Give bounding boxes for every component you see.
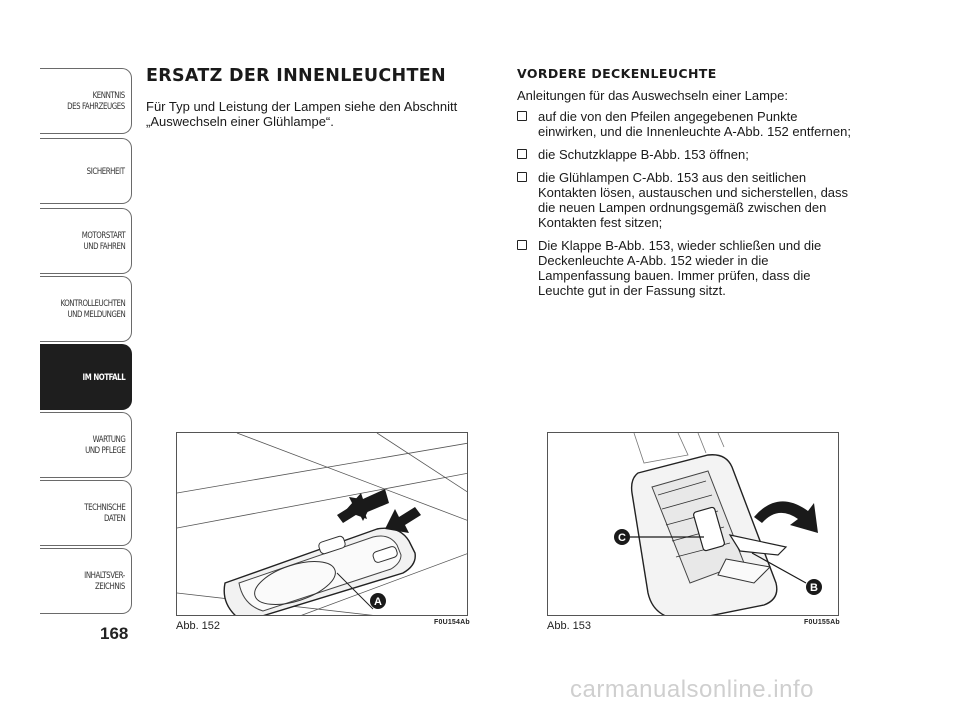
tab-im-notfall[interactable] bbox=[40, 344, 132, 410]
section-title: ERSATZ DER INNENLEUCHTEN bbox=[146, 66, 446, 86]
checkbox-bullet-icon bbox=[517, 149, 527, 159]
rotate-arrow-icon bbox=[754, 501, 818, 533]
right-column bbox=[517, 66, 852, 306]
checkbox-bullet-icon bbox=[517, 172, 527, 182]
svg-text:A: A bbox=[374, 596, 382, 608]
label-a-marker bbox=[370, 593, 386, 609]
step-text: auf die von den Pfeilen angegebenen Punkte einwirken, und die Innenleuchte A-Abb. 152 entfernen; bbox=[538, 109, 851, 139]
figure-153 bbox=[547, 432, 839, 616]
step-text: die Glühlampen C-Abb. 153 aus den seitlichen Kontakten lösen, austauschen und sicherstellen, dass die neuen Lampen ordnungsgemäß zwischen den Kontakten fest sitzen; bbox=[538, 170, 849, 230]
tab-label: INHALTSVER- ZEICHNIS bbox=[84, 570, 125, 592]
steps-list bbox=[517, 109, 852, 298]
ceiling-light-illustration bbox=[177, 433, 468, 616]
tab-label: KENNTNIS DES FAHRZEUGES bbox=[67, 90, 125, 112]
instructions-lead: Anleitungen für das Auswechseln einer Lampe: bbox=[517, 88, 789, 103]
step-text: die Schutzklappe B-Abb. 153 öffnen; bbox=[538, 147, 749, 162]
intro-text: Für Typ und Leistung der Lampen siehe den Abschnitt „Auswechseln einer Glühlampe“. bbox=[146, 99, 458, 129]
tab-label: TECHNISCHE DATEN bbox=[83, 502, 125, 524]
page-number: 168 bbox=[100, 624, 129, 643]
figure-caption: Abb. 153 bbox=[547, 620, 592, 632]
list-item bbox=[517, 238, 852, 298]
tab-label: SICHERHEIT bbox=[87, 165, 125, 177]
step-text: Die Klappe B-Abb. 153, wieder schließen und die Deckenleuchte A-Abb. 152 wieder in die Lampenfassung bauen. Immer prüfen, dass die Leuchte gut in der Fassung sitzt. bbox=[538, 238, 822, 298]
figure-code: F0U154Ab bbox=[434, 619, 470, 626]
tab-label: WARTUNG UND PFLEGE bbox=[84, 434, 125, 456]
tab-sicherheit[interactable] bbox=[40, 138, 132, 204]
list-item bbox=[517, 147, 852, 162]
label-c-marker bbox=[614, 529, 630, 545]
tab-kontrolleuchten-und-meldungen[interactable] bbox=[40, 276, 132, 342]
subsection-title: VORDERE DECKENLEUCHTE bbox=[517, 66, 717, 81]
tab-technische-daten[interactable] bbox=[40, 480, 132, 546]
dome-light-unit bbox=[224, 528, 415, 616]
label-b-marker bbox=[806, 579, 822, 595]
left-column bbox=[146, 66, 492, 129]
list-item bbox=[517, 170, 852, 230]
figure-caption: Abb. 152 bbox=[176, 620, 221, 632]
tab-motorstart-und-fahren[interactable] bbox=[40, 208, 132, 274]
tab-label: IM NOTFALL bbox=[82, 371, 125, 383]
list-item bbox=[517, 109, 852, 139]
tab-wartung-und-pflege[interactable] bbox=[40, 412, 132, 478]
tab-label: KONTROLLEUCHTEN UND MELDUNGEN bbox=[60, 298, 125, 320]
checkbox-bullet-icon bbox=[517, 240, 527, 250]
tab-label: MOTORSTART UND FAHREN bbox=[81, 230, 125, 252]
svg-text:B: B bbox=[810, 582, 818, 594]
figure-152 bbox=[176, 432, 468, 616]
watermark-text: carmanualsonline.info bbox=[570, 676, 814, 703]
svg-text:C: C bbox=[618, 532, 626, 544]
tab-inhaltsverzeichnis[interactable] bbox=[40, 548, 132, 614]
tab-kenntnis-des-fahrzeuges[interactable] bbox=[40, 68, 132, 134]
light-housing bbox=[632, 455, 786, 616]
figure-code: F0U155Ab bbox=[804, 619, 840, 626]
checkbox-bullet-icon bbox=[517, 111, 527, 121]
lamp-replacement-illustration bbox=[548, 433, 839, 616]
